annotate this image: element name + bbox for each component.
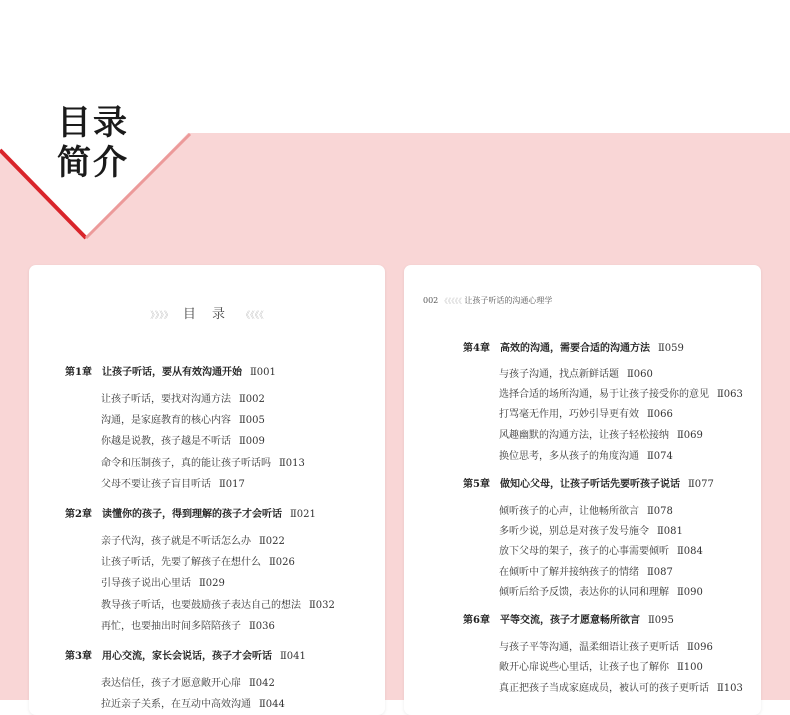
chapter-page: Ⅱ041 [279, 651, 306, 662]
section-title: 风趣幽默的沟通方法，让孩子轻松接纳 [499, 430, 669, 441]
section-entry [101, 532, 285, 547]
chapter-title: 高效的沟通，需要合适的沟通方法 [499, 343, 650, 354]
section-entry [499, 563, 673, 578]
toc-page-right [404, 265, 761, 715]
section-title: 表达信任，孩子才愿意敞开心扉 [101, 678, 241, 689]
chapter-number: 第3章 [65, 651, 92, 662]
section-page: Ⅱ044 [259, 699, 285, 710]
section-title: 放下父母的架子，孩子的心事需要倾听 [499, 546, 669, 557]
section-page: Ⅱ017 [219, 479, 245, 490]
section-entry [101, 411, 265, 426]
toc-page-left [29, 265, 385, 715]
section-entry [499, 542, 703, 557]
section-title: 引导孩子说出心里话 [101, 578, 191, 589]
chapter-4-heading [463, 339, 684, 354]
section-entry [499, 522, 683, 537]
section-title: 敞开心扉说些心里话，让孩子也了解你 [499, 662, 669, 673]
chapter-number: 第2章 [65, 509, 92, 520]
section-entry [101, 475, 245, 490]
chapter-title: 平等交流，孩子才愿意畅所欲言 [499, 615, 640, 626]
section-title: 让孩子听话，先要了解孩子在想什么 [101, 557, 261, 568]
section-entry [499, 426, 703, 441]
chapter-6-heading [463, 611, 674, 626]
section-entry [499, 405, 673, 420]
section-entry [101, 674, 275, 689]
section-entry [101, 553, 295, 568]
section-page: Ⅱ066 [647, 409, 673, 420]
heading-line-1: 目录 [57, 103, 129, 143]
section-page: Ⅱ087 [647, 567, 673, 578]
section-title: 倾听后给予反馈，表达你的认同和理解 [499, 587, 669, 598]
chapter-2-heading [65, 505, 316, 520]
section-page: Ⅱ096 [687, 642, 713, 653]
section-title: 再忙，也要抽出时间多陪陪孩子 [101, 621, 241, 632]
section-title: 亲子代沟，孩子就是不听话怎么办 [101, 536, 251, 547]
section-title: 命令和压制孩子，真的能让孩子听话吗 [101, 458, 271, 469]
section-page: Ⅱ042 [249, 678, 275, 689]
chapter-number: 第4章 [463, 343, 490, 354]
section-entry [499, 385, 743, 400]
section-page: Ⅱ032 [309, 600, 335, 611]
section-title: 与孩子平等沟通，温柔细语让孩子更听话 [499, 642, 679, 653]
section-page: Ⅱ009 [239, 436, 265, 447]
running-head [423, 295, 552, 306]
chapter-page: Ⅱ077 [687, 479, 714, 490]
section-page: Ⅱ022 [259, 536, 285, 547]
section-title: 换位思考，多从孩子的角度沟通 [499, 451, 639, 462]
section-title: 让孩子听话，要找对沟通方法 [101, 394, 231, 405]
chapter-3-heading [65, 647, 306, 662]
section-title: 父母不要让孩子盲目听话 [101, 479, 211, 490]
section-title: 拉近亲子关系，在互动中高效沟通 [101, 699, 251, 710]
section-page: Ⅱ090 [677, 587, 703, 598]
toc-title-deco-left: 》》》》 [150, 311, 173, 321]
section-entry [101, 390, 265, 405]
section-page: Ⅱ029 [199, 578, 225, 589]
running-head-page: 002 [423, 296, 439, 305]
section-title: 教导孩子听话，也要鼓励孩子表达自己的想法 [101, 600, 301, 611]
section-title: 选择合适的场所沟通，易于让孩子接受你的意见 [499, 389, 709, 400]
section-title: 倾听孩子的心声，让他畅所欲言 [499, 506, 639, 517]
section-page: Ⅱ078 [647, 506, 673, 517]
section-page: Ⅱ081 [657, 526, 683, 537]
chapter-5-heading [463, 475, 714, 490]
chapter-page: Ⅱ021 [289, 509, 316, 520]
chapter-number: 第5章 [463, 479, 490, 490]
section-entry [101, 617, 275, 632]
section-title: 与孩子沟通，找点新鲜话题 [499, 369, 619, 380]
running-head-deco: 《《《《《 [440, 297, 462, 305]
section-entry [101, 454, 305, 469]
chapter-page: Ⅱ001 [249, 367, 276, 378]
chapter-title: 用心交流，家长会说话，孩子才会听话 [101, 651, 272, 662]
chapter-title: 做知心父母，让孩子听话先要听孩子说话 [499, 479, 680, 490]
section-page: Ⅱ069 [677, 430, 703, 441]
section-page: Ⅱ005 [239, 415, 265, 426]
section-title: 多听少说，别总是对孩子发号施令 [499, 526, 649, 537]
chapter-number: 第1章 [65, 367, 92, 378]
chapter-page: Ⅱ059 [657, 343, 684, 354]
section-entry [499, 365, 653, 380]
section-title: 你越是说教，孩子越是不听话 [101, 436, 231, 447]
section-page: Ⅱ002 [239, 394, 265, 405]
section-entry [101, 574, 225, 589]
chapter-1-heading [65, 363, 276, 378]
section-title: 打骂毫无作用，巧妙引导更有效 [499, 409, 639, 420]
section-entry [499, 638, 713, 653]
page-heading [57, 103, 129, 183]
section-page: Ⅱ013 [279, 458, 305, 469]
toc-title-text: 目 录 [182, 307, 232, 322]
section-entry [499, 658, 703, 673]
section-title: 在倾听中了解并接纳孩子的情绪 [499, 567, 639, 578]
section-page: Ⅱ074 [647, 451, 673, 462]
toc-title-deco-right: 《《《《 [241, 311, 264, 321]
section-title: 沟通，是家庭教育的核心内容 [101, 415, 231, 426]
section-entry [499, 583, 703, 598]
section-page: Ⅱ060 [627, 369, 653, 380]
chapter-page: Ⅱ095 [647, 615, 674, 626]
chapter-title: 读懂你的孩子，得到理解的孩子才会听话 [101, 509, 282, 520]
section-entry [499, 502, 673, 517]
section-entry [499, 447, 673, 462]
heading-line-2: 简介 [57, 143, 129, 183]
toc-title [29, 303, 385, 322]
section-page: Ⅱ063 [717, 389, 743, 400]
section-title: 真正把孩子当成家庭成员，被认可的孩子更听话 [499, 683, 709, 694]
section-page: Ⅱ026 [269, 557, 295, 568]
running-head-title: 让孩子听话的沟通心理学 [464, 296, 553, 305]
section-page: Ⅱ103 [717, 683, 743, 694]
chapter-number: 第6章 [463, 615, 490, 626]
section-page: Ⅱ036 [249, 621, 275, 632]
chapter-title: 让孩子听话，要从有效沟通开始 [101, 367, 242, 378]
section-entry [499, 679, 743, 694]
section-entry [101, 432, 265, 447]
section-entry [101, 596, 335, 611]
section-page: Ⅱ084 [677, 546, 703, 557]
section-page: Ⅱ100 [677, 662, 703, 673]
section-entry [101, 695, 285, 710]
